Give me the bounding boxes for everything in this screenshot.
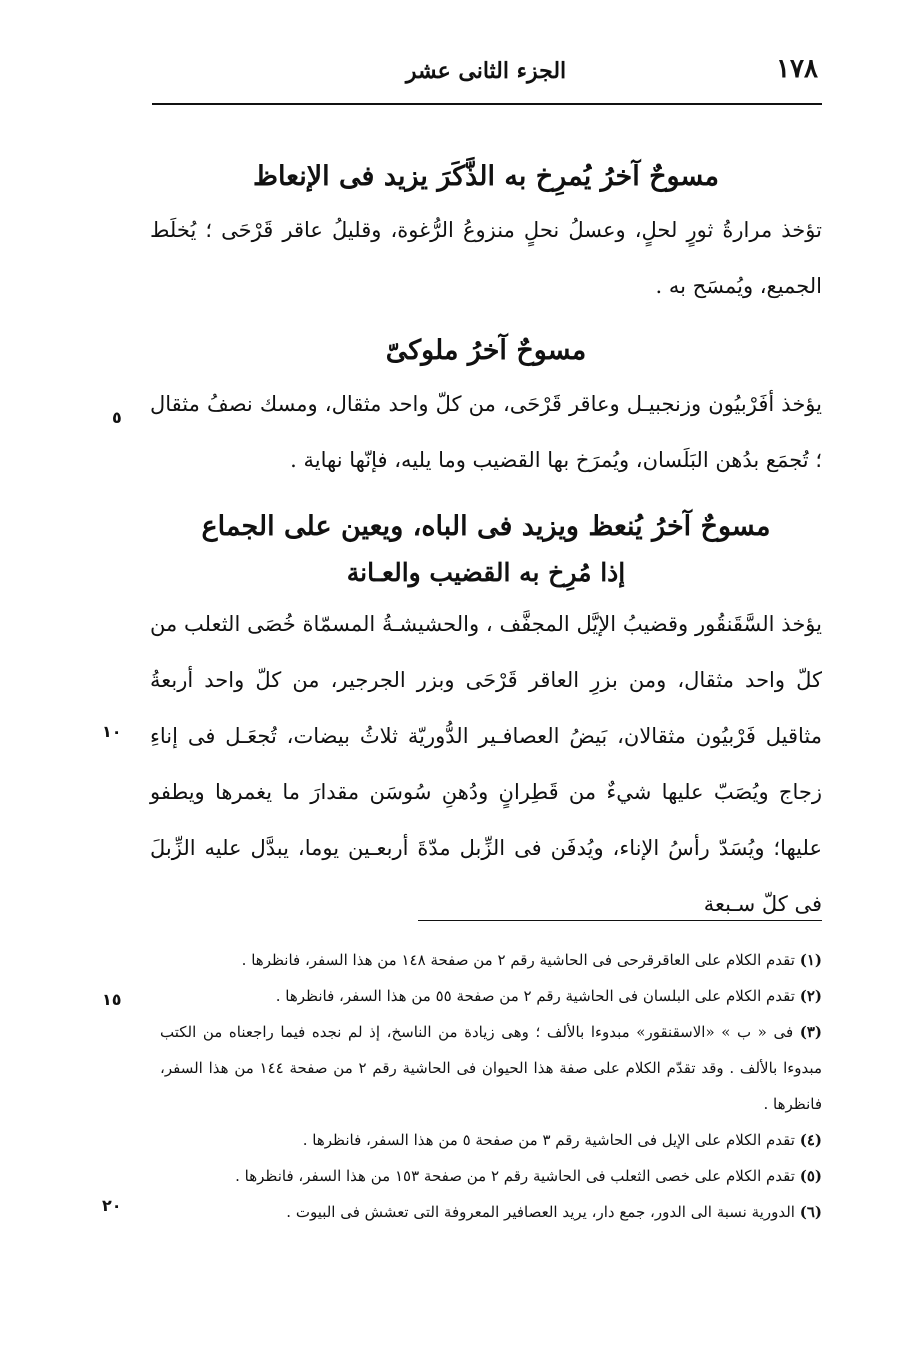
footnote-number: (١) — [799, 951, 822, 969]
footnote-text: تقدم الكلام على البلسان فى الحاشية رقم ٢ من صفحة ٥٥ من هذا السفر، فانظرها . — [275, 987, 795, 1005]
footnote-number: (٦) — [799, 1203, 822, 1221]
footnote-item — [160, 978, 822, 1014]
footnote-text: تقدم الكلام على الإيل فى الحاشية رقم ٣ من صفحة ٥ من هذا السفر، فانظرها . — [302, 1131, 795, 1149]
footnote-item — [160, 1158, 822, 1194]
footnote-number: (٤) — [799, 1131, 822, 1149]
footnotes — [160, 942, 822, 1230]
footnote-text: تقدم الكلام على خصى الثعلب فى الحاشية رقم ٢ من صفحة ١٥٣ من هذا السفر، فانظرها . — [235, 1167, 795, 1185]
page-header — [150, 48, 822, 98]
line-number-marker: ١٥ — [102, 990, 122, 1009]
footnote-rule — [418, 920, 822, 921]
line-number-marker: ١٠ — [102, 722, 122, 741]
footnote-number: (٢) — [799, 987, 822, 1005]
footnote-number: (٣) — [799, 1023, 822, 1041]
section-paragraph: يؤخذ السَّقَنقُور وقضيبُ الإيَّل المجفَّف ، والحشيشـةُ المسمّاة خُصَى الثعلب من كلّ واحد مثقال، ومن بزرِ العاقر قَرْحَى وبزر الجرجير، من كلّ واحد أربعةُ مثاقيل فَرْبيُون مثقالان، بَيضُ العصافـير الدُّوريّة ثلاثُ بيضات، تُجعَـل فى إناءِ زجاج ويُصَبّ عليها شيءٌ من قَطِرانٍ ودُهنِ سُوسَن مقدارَ ما يغمرها ويطفو عليها؛ ويُسَدّ رأسُ الإناء، ويُدفَن فى الزِّبل مدّةَ أربعـين يوما، يبدَّل عليه الزِّبلَ فى كلّ سـبعة — [150, 612, 822, 916]
footnote-text: تقدم الكلام على العاقرقرحى فى الحاشية رقم ٢ من صفحة ١٤٨ من هذا السفر، فانظرها . — [241, 951, 795, 969]
footnote-item — [160, 1122, 822, 1158]
section-heading-continued: إذا مُرِخ به القضيب والعـانة — [346, 558, 626, 587]
line-number-marker: ٥ — [112, 408, 122, 427]
footnote-number: (٥) — [799, 1167, 822, 1185]
section-paragraph: يؤخذ أفَرْبيُون وزنجبيـل وعاقر قَرْحَى، من كلّ واحد مثقال، ومسك نصفُ مثقال ؛ تُجمَع بدُهن البَلَسان، ويُمرَخ بها القضيب وما يليه، فإنّها نهاية . — [150, 392, 822, 472]
footnote-text: فى « ب » «الاسقنقور» مبدوءا بالألف ؛ وهى زيادة من الناسخ، إذ لم نجده فيما راجعناه من الكتب مبدوءا بالألف . وقد تقدّم الكلام على صفة هذا الحيوان فى الحاشية رقم ٢ من صفحة ١٤٤ من هذا السفر، فانظرها . — [160, 1023, 822, 1113]
footnote-text: الدورية نسبة الى الدور، جمع دار، يريد العصافير المعروفة التى تعشش فى البيوت . — [286, 1203, 795, 1221]
section-heading: مسوحٌ آخرُ ملوكىّ — [385, 335, 587, 366]
footnote-item — [160, 1194, 822, 1230]
section-paragraph: تؤخذ مرارةُ ثورٍ لحلٍ، وعسلُ نحلٍ منزوعُ الرُّغوة، وقليلُ عاقر قَرْحَى ؛ يُخلَط الجميع، ويُمسَح به . — [150, 218, 822, 298]
line-number-marker: ٢٠ — [102, 1196, 122, 1215]
page-number: ١٧٨ — [776, 54, 818, 84]
running-head: الجزء الثانى عشر — [405, 58, 567, 84]
footnote-item — [160, 942, 822, 978]
footnote-item — [160, 1014, 822, 1122]
main-text — [150, 152, 822, 932]
section-heading: مسوحٌ آخرُ يُنعظ ويزيد فى الباه، ويعين على الجماع — [201, 511, 771, 542]
section-heading: مسوحٌ آخرُ يُمرِخ به الذَّكَرَ يزيد فى الإنعاظ — [252, 161, 720, 192]
header-rule — [152, 103, 822, 105]
